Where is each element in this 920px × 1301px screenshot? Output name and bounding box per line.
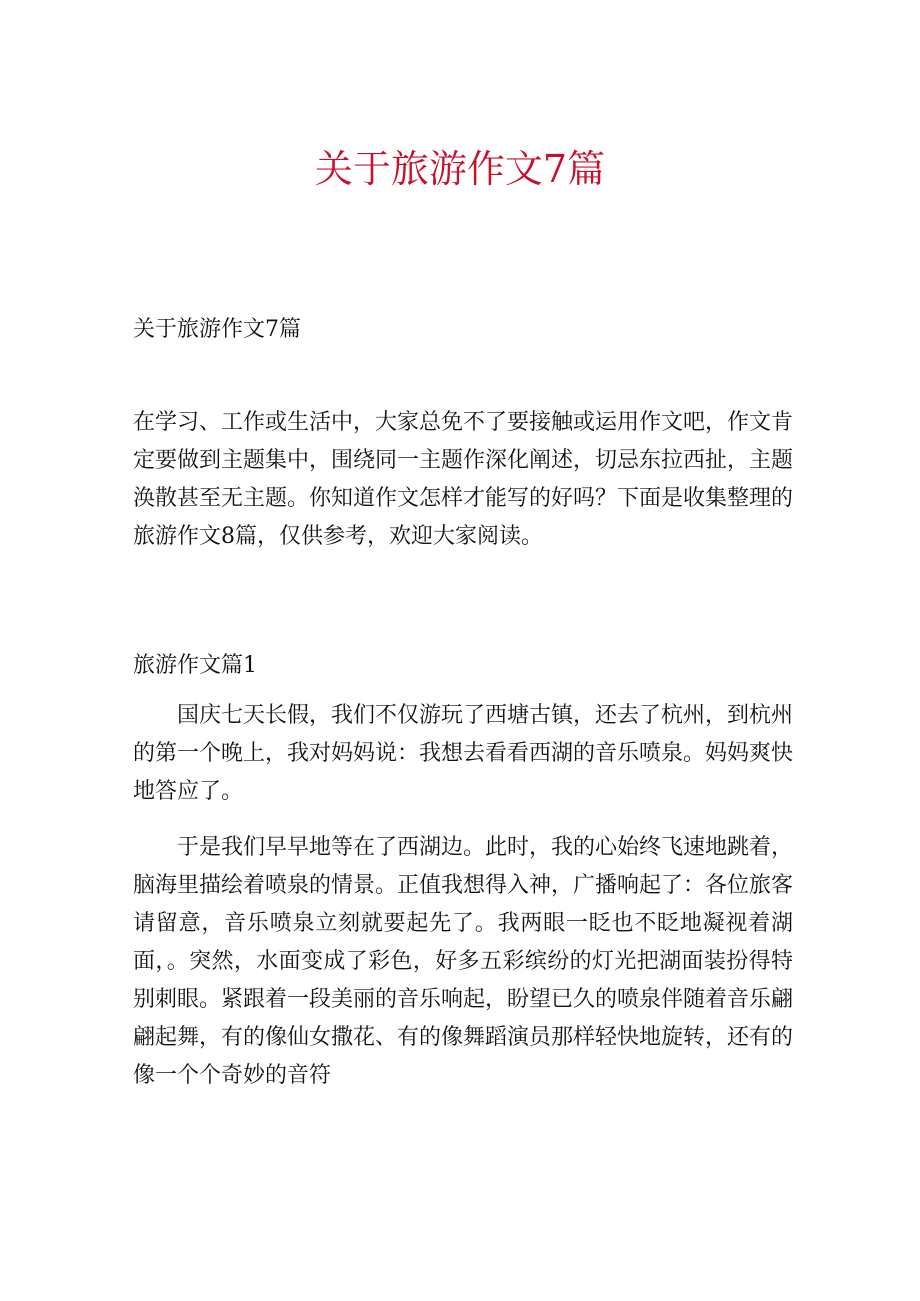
body-paragraph: 于是我们早早地等在了西湖边。此时，我的心始终飞速地跳着，脑海里描绘着喷泉的情景。正值我想得入神，广播响起了：各位旅客请留意，音乐喷泉立刻就要起先了。我两眼一眨也不眨地凝视着湖面，。突然，水面变成了彩色，好多五彩缤纷的灯光把湖面装扮得特别刺眼。紧跟着一段美丽的音乐响起，盼望已久的喷泉伴随着音乐翩翩起舞，有的像仙女撒花、有的像舞蹈演员那样轻快地旋转，还有的像一个个奇妙的音符 (133, 835, 794, 1088)
document-title: 关于旅游作文7篇 (314, 147, 606, 191)
body-paragraph: 国庆七天长假，我们不仅游玩了西塘古镇，还去了杭州，到杭州的第一个晚上，我对妈妈说：我想去看看西湖的音乐喷泉。妈妈爽快地答应了。 (133, 703, 794, 804)
body-text (133, 697, 793, 1113)
intro-paragraph: 在学习、工作或生活中，大家总免不了要接触或运用作文吧，作文肯定要做到主题集中，围绕同一主题作深化阐述，切忌东拉西扯，主题涣散甚至无主题。你知道作文怎样才能写的好吗？下面是收集整理的旅游作文8篇，仅供参考，欢迎大家阅读。 (133, 410, 794, 549)
document-subtitle: 关于旅游作文7篇 (133, 317, 301, 342)
section-heading: 旅游作文篇1 (133, 653, 257, 678)
